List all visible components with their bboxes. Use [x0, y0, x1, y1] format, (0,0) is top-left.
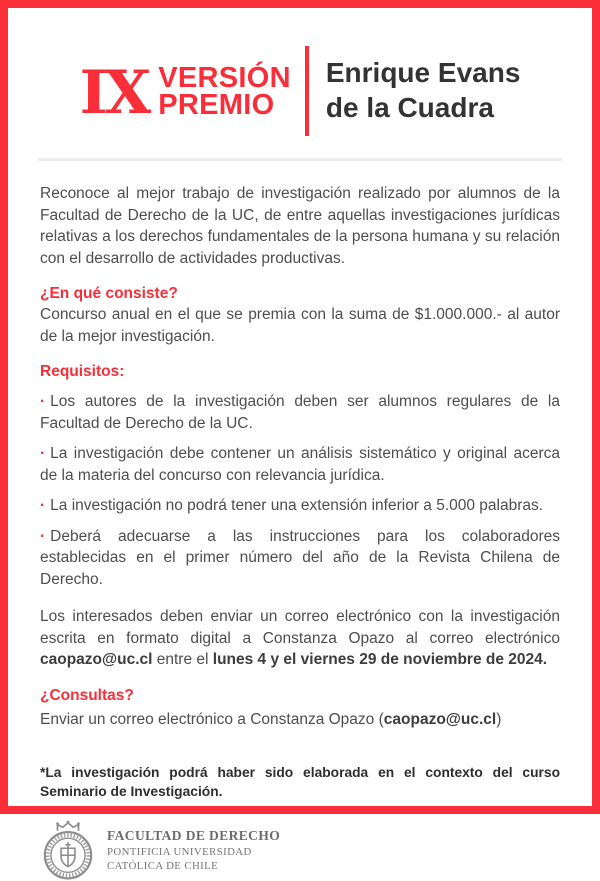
consultas-text: )	[496, 710, 502, 728]
award-name	[326, 56, 521, 125]
requisito-item	[40, 526, 560, 591]
section-heading-consiste: ¿En qué consiste?	[40, 285, 178, 302]
envio-paragraph	[40, 606, 560, 671]
footer-text	[107, 828, 280, 872]
requisito-text: La investigación debe contener un análisis sistemático y original acerca de la materia del concurso con relevancia jurídica.	[40, 445, 560, 484]
bullet-dot: ·	[40, 393, 46, 410]
header-divider	[305, 46, 309, 136]
award-name-line2: de la Cuadra	[325, 92, 494, 123]
faculty-name: FACULTAD DE DERECHO	[107, 828, 281, 843]
header	[40, 44, 560, 138]
intro-paragraph: Reconoce al mejor trabajo de investigación realizado por alumnos de la Facultad de Derecho de la UC, de entre aquellas investigaciones jurídicas relativas a los derechos fundamentales de la persona humana y su relación con el desarrollo de actividades productivas.	[40, 185, 560, 267]
requisito-item	[40, 443, 560, 486]
bullet-dot: ·	[40, 497, 46, 514]
requisito-text: Deberá adecuarse a las instrucciones para los colaboradores establecidas en el primer número del año de la Revista Chilena de Derecho.	[40, 527, 560, 588]
university-name-line2: CATÓLICA DE CHILE	[107, 860, 219, 872]
bullet-dot: ·	[40, 445, 46, 462]
premio-line: PREMIO	[158, 89, 275, 121]
footnote: *La investigación podrá haber sido elaborada en el contexto del curso Seminario de Investigación.	[40, 765, 560, 799]
version-numeral: IX	[79, 58, 149, 128]
header-separator	[38, 158, 562, 161]
section-heading-consultas: ¿Consultas?	[40, 686, 134, 704]
section-heading-requisitos: Requisitos:	[40, 363, 125, 380]
uc-coat-of-arms-logo	[40, 819, 96, 881]
requisitos-list	[40, 391, 560, 590]
deadline-dates: lunes 4 y el viernes 29 de noviembre de 2024.	[212, 651, 548, 668]
envio-text: entre el	[152, 651, 213, 668]
version-line: VERSIÓN	[158, 61, 291, 94]
bullet-dot: ·	[40, 527, 46, 545]
award-name-line1: Enrique Evans	[325, 57, 521, 89]
consiste-paragraph: Concurso anual en el que se premia con la suma de $1.000.000.- al autor de la mejor investigación.	[40, 306, 560, 345]
version-premio-label	[158, 61, 291, 121]
contact-email: caopazo@uc.cl	[383, 710, 497, 728]
requisito-text: La investigación no podrá tener una extensión inferior a 5.000 palabras.	[50, 497, 544, 514]
requisito-item	[40, 391, 560, 434]
consultas-paragraph	[40, 709, 560, 731]
footer	[40, 819, 560, 881]
contact-email: caopazo@uc.cl	[40, 651, 153, 668]
requisito-item	[40, 495, 560, 517]
university-name-line1: PONTIFICIA UNIVERSIDAD	[107, 846, 252, 858]
consultas-text: Enviar un correo electrónico a Constanza Opazo (	[40, 710, 384, 728]
envio-text: Los interesados deben enviar un correo electrónico con la investigación escrita en formato digital a Constanza Opazo al correo electrónico	[40, 608, 560, 647]
requisito-text: Los autores de la investigación deben ser alumnos regulares de la Facultad de Derecho de la UC.	[40, 393, 560, 432]
